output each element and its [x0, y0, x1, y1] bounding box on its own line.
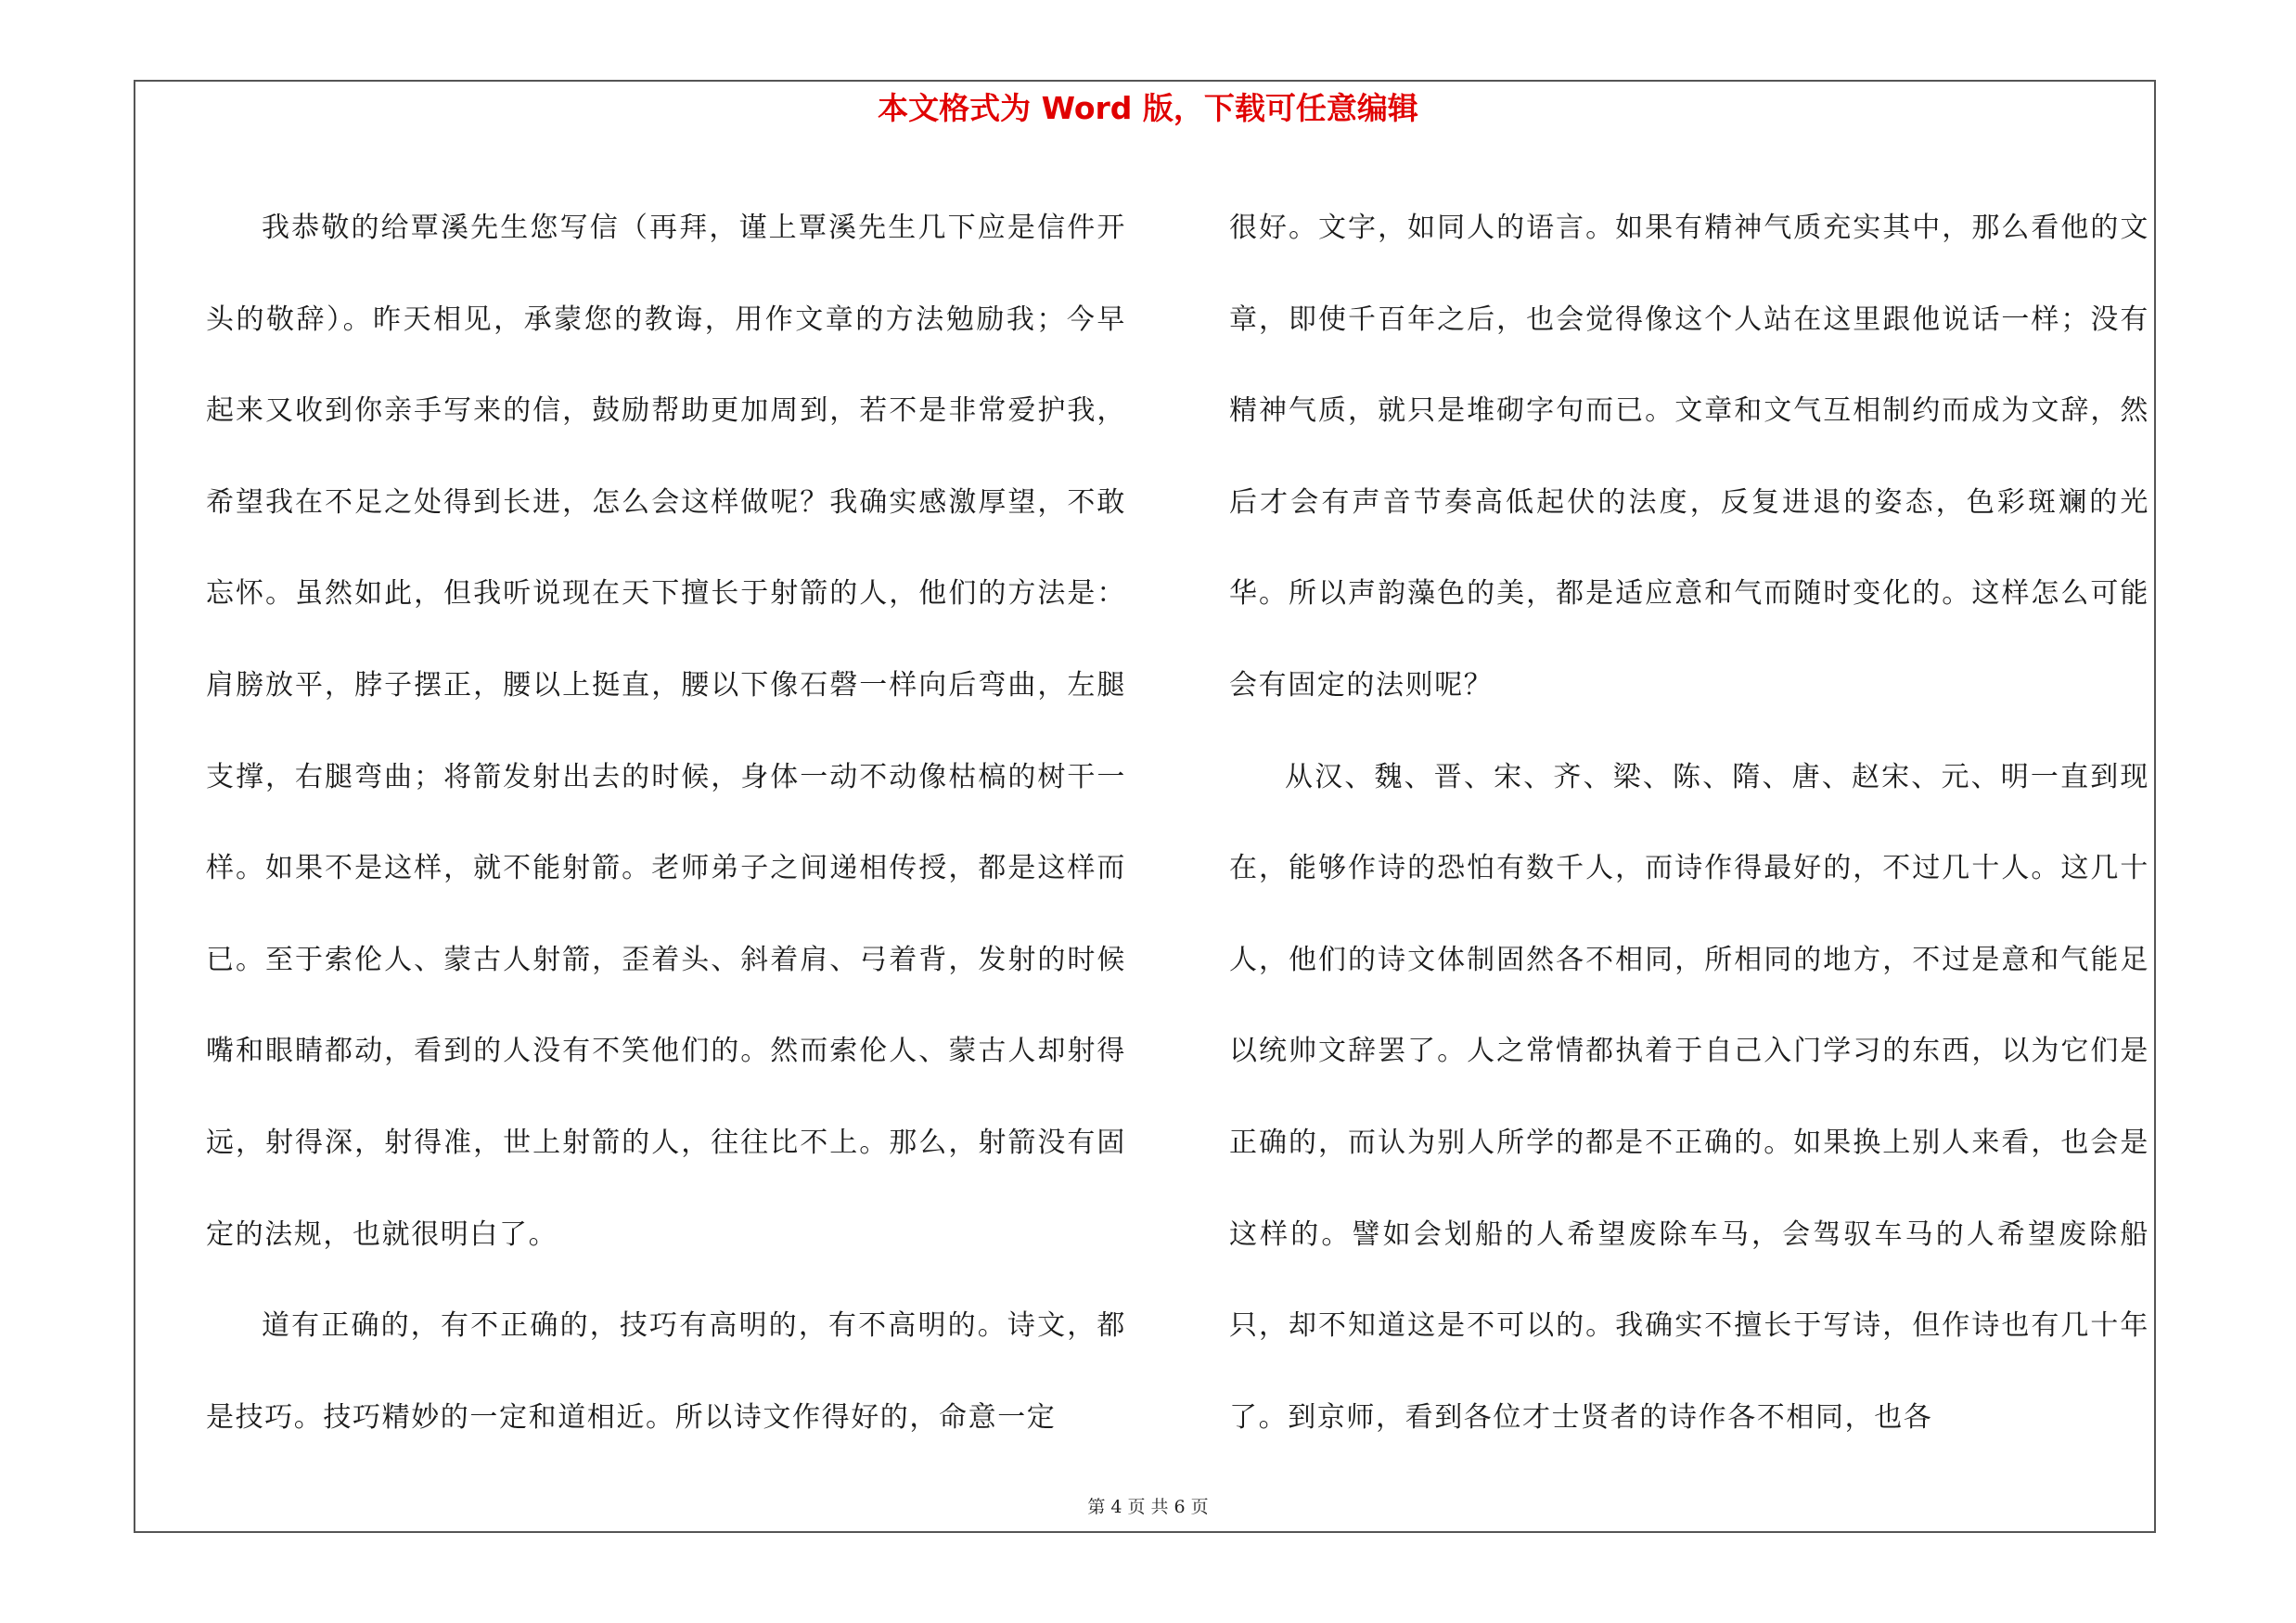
paragraph: 道有正确的，有不正确的，技巧有高明的，有不高明的。诗文，都是技巧。技巧精妙的一定和道相近。所以诗文作得好的，命意一定 [206, 1309, 1126, 1434]
paragraph: 我恭敬的给覃溪先生您写信（再拜，谨上覃溪先生几下应是信件开头的敬辞）。昨天相见，承蒙您的教诲，用作文章的方法勉励我；今早起来又收到你亲手写来的信，鼓励帮助更加周到，若不是非常爱护我，希望我在不足之处得到长进，怎么会这样做呢？我确实感激厚望，不敢忘怀。虽然如此，但我听说现在天下擅长于射箭的人，他们的方法是：肩膀放平，脖子摆正，腰以上挺直，腰以下像石磬一样向后弯曲，左腿支撑，右腿弯曲；将箭发射出去的时候，身体一动不动像枯槁的树干一样。如果不是这样，就不能射箭。老师弟子之间递相传授，都是这样而已。至于索伦人、蒙古人射箭，歪着头、斜着肩、弓着背，发射的时候嘴和眼睛都动，看到的人没有不笑他们的。然而索伦人、蒙古人却射得远，射得深，射得准，世上射箭的人，往往比不上。那么，射箭没有固定的法规，也就很明白了。 [206, 212, 1126, 1251]
text-column-left [206, 183, 1126, 1463]
paragraph-continued: 很好。文字，如同人的语言。如果有精神气质充实其中，那么看他的文章，即使千百年之后，也会觉得像这个人站在这里跟他说话一样；没有精神气质，就只是堆砌字句而已。文章和文气互相制约而成为文辞，然后才会有声音节奏高低起伏的法度，反复进退的姿态，色彩斑斓的光华。所以声韵藻色的美，都是适应意和气而随时变化的。这样怎么可能会有固定的法则呢？ [1229, 212, 2149, 702]
paragraph: 从汉、魏、晋、宋、齐、梁、陈、隋、唐、赵宋、元、明一直到现在，能够作诗的恐怕有数千人，而诗作得最好的，不过几十人。这几十人，他们的诗文体制固然各不相同，所相同的地方，不过是意和气能足以统帅文辞罢了。人之常情都执着于自己入门学习的东西，以为它们是正确的，而认为别人所学的都是不正确的。如果换上别人来看，也会是这样的。譬如会划船的人希望废除车马，会驾驭车马的人希望废除船只，却不知道这是不可以的。我确实不擅长于写诗，但作诗也有几十年了。到京师，看到各位才士贤者的诗作各不相同，也各 [1229, 760, 2149, 1434]
page-number-footer: 第 4 页 共 6 页 [1087, 1497, 1209, 1517]
text-column-right [1229, 183, 2149, 1463]
format-notice-banner: 本文格式为 Word 版，下载可任意编辑 [878, 90, 1418, 126]
